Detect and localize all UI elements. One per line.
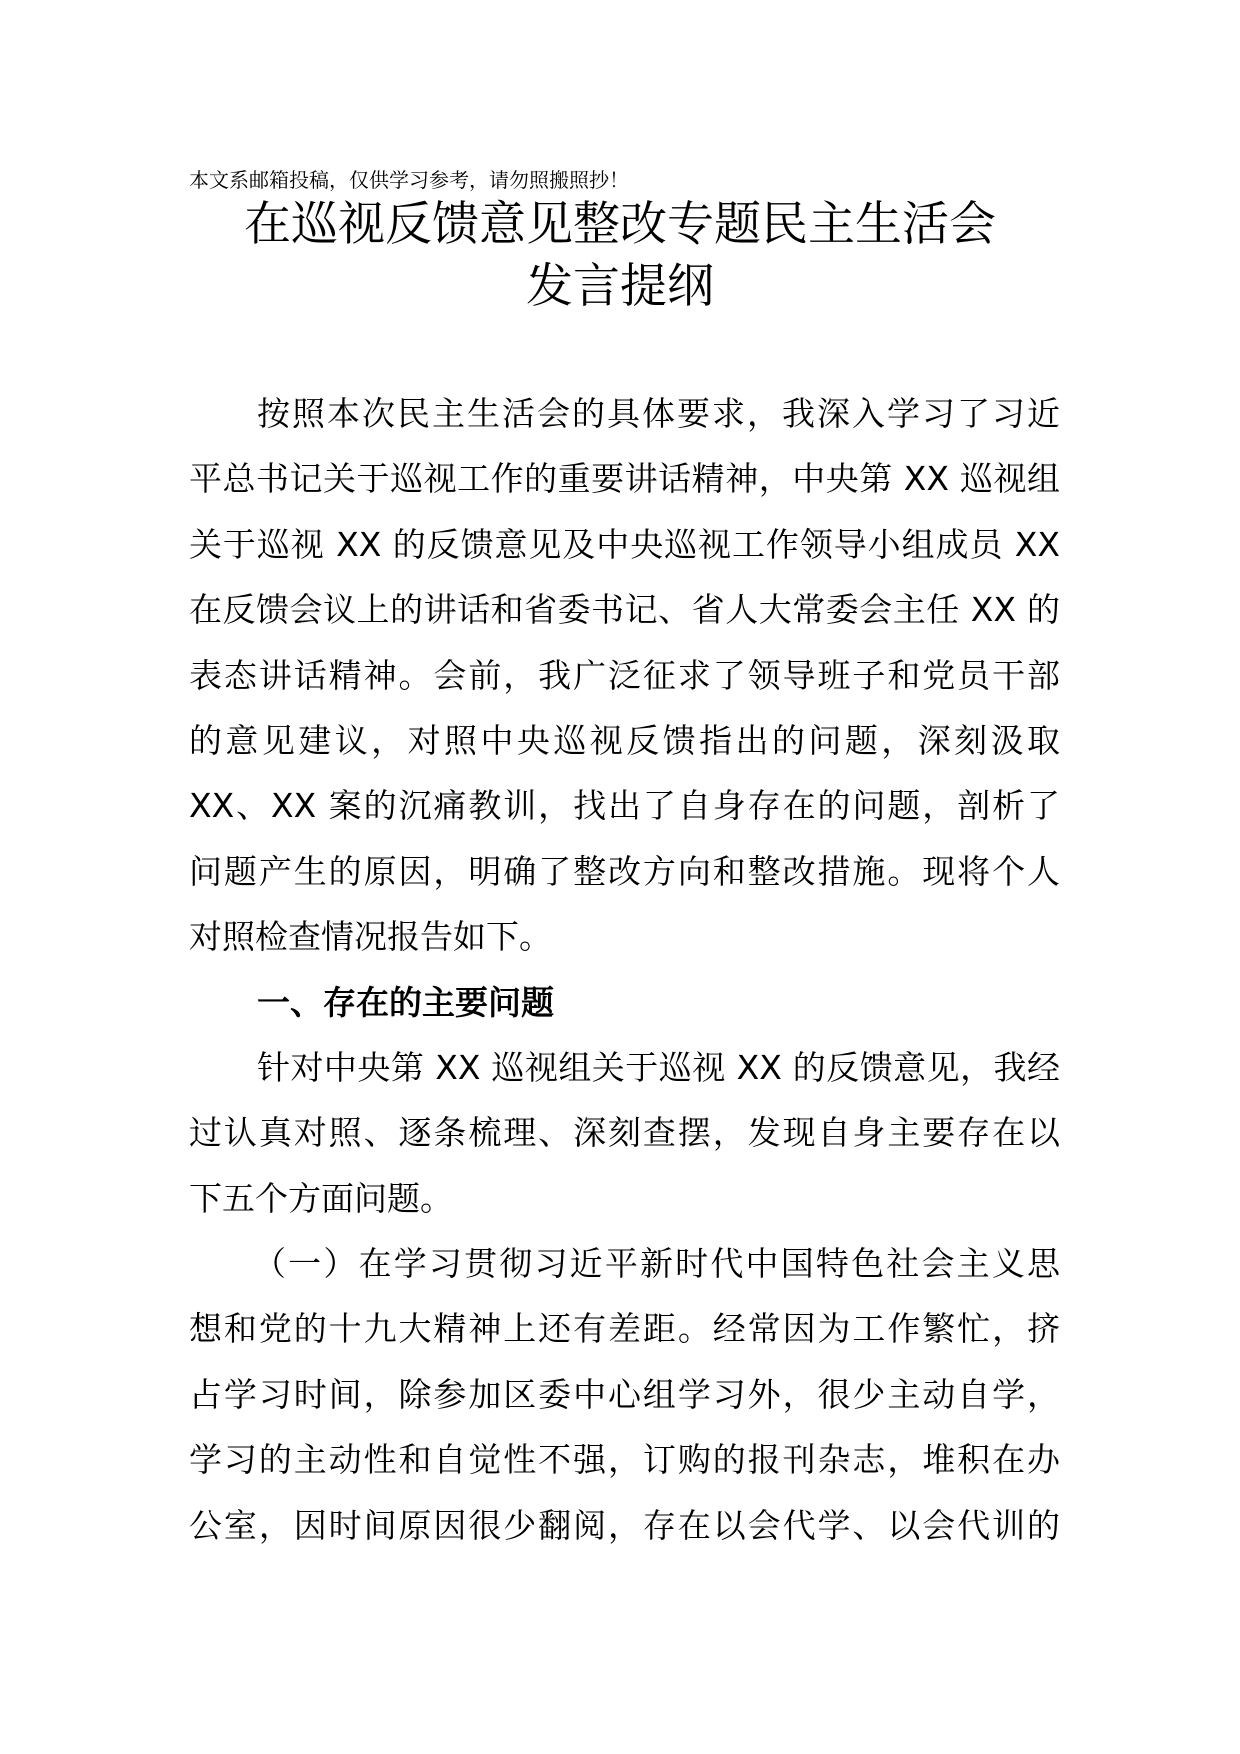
body-line: 关于巡视 XX 的反馈意见及中央巡视工作领导小组成员 XX	[189, 524, 1060, 564]
document-body	[189, 381, 1060, 1558]
body-line: （一）在学习贯彻习近平新时代中国特色社会主义思	[253, 1244, 1060, 1284]
disclaimer-note: 本文系邮箱投稿，仅供学习参考，请勿照搬照抄！	[189, 168, 629, 192]
section-heading: 一、存在的主要问题	[257, 982, 554, 1022]
body-line: 想和党的十九大精神上还有差距。经常因为工作繁忙，挤	[189, 1309, 1060, 1349]
body-line: 下五个方面问题。	[189, 1178, 453, 1218]
body-line: 问题产生的原因，明确了整改方向和整改措施。现将个人	[189, 851, 1060, 891]
body-line: 表态讲话精神。会前，我广泛征求了领导班子和党员干部	[189, 655, 1060, 695]
body-line: XX、XX 案的沉痛教训，找出了自身存在的问题，剖析了	[189, 786, 1060, 826]
body-line: 在反馈会议上的讲话和省委书记、省人大常委会主任 XX 的	[189, 590, 1060, 630]
body-line: 过认真对照、逐条梳理、深刻查摆，发现自身主要存在以	[189, 1113, 1060, 1153]
body-line: 针对中央第 XX 巡视组关于巡视 XX 的反馈意见，我经	[257, 1047, 1060, 1087]
document-title-line-2: 发言提纲	[526, 259, 714, 314]
document-title-line-1: 在巡视反馈意见整改专题民主生活会	[244, 197, 996, 252]
body-line: 公室，因时间原因很少翻阅，存在以会代学、以会代训的	[189, 1505, 1060, 1545]
body-line: 对照检查情况报告如下。	[189, 917, 552, 957]
body-line: 平总书记关于巡视工作的重要讲话精神，中央第 XX 巡视组	[189, 459, 1060, 499]
body-line: 的意见建议，对照中央巡视反馈指出的问题，深刻汲取	[189, 720, 1060, 760]
body-line: 学习的主动性和自觉性不强，订购的报刊杂志，堆积在办	[189, 1440, 1060, 1480]
body-line: 占学习时间，除参加区委中心组学习外，很少主动自学，	[189, 1374, 1060, 1414]
body-line: 按照本次民主生活会的具体要求，我深入学习了习近	[257, 394, 1060, 433]
